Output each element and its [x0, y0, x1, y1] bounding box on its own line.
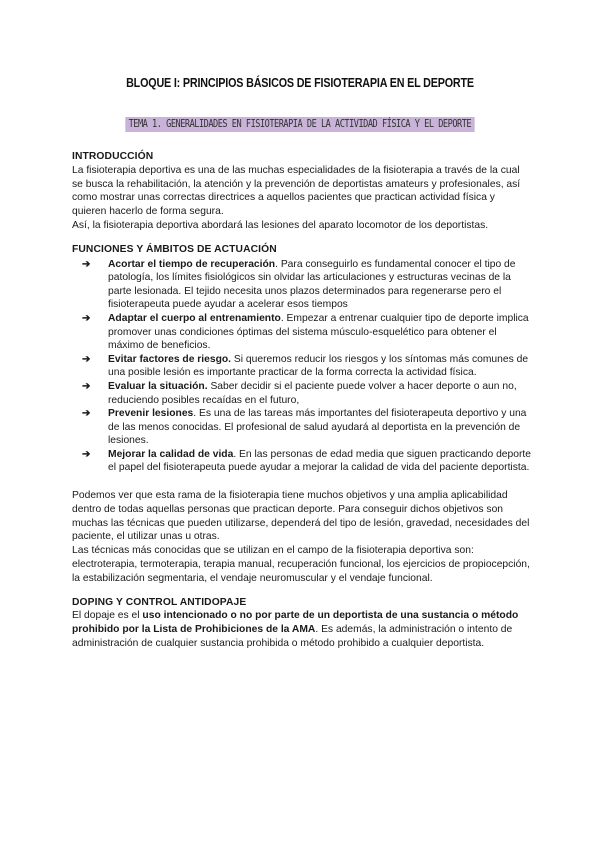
tema-title: TEMA 1. GENERALIDADES EN FISIOTERAPIA DE LA ACTIVIDAD FÍSICA Y EL DEPORTE	[125, 117, 474, 132]
list-item	[72, 258, 532, 312]
list-item	[72, 312, 532, 353]
arrow-icon: ➔	[82, 448, 91, 460]
arrow-icon: ➔	[82, 353, 91, 365]
item-text: . Para conseguirlo es fundamental conocer el tipo de patología, los límites fisiológicos sin olvidar las articulaciones y estructuras vecinas de la parte lesionada. El tejido necesita unos plazos determinados para regenerarse pero el fisioterapeuta puede ayudar a acelerar esos tiempos	[108, 258, 516, 311]
section-heading: FUNCIONES Y ÁMBITOS DE ACTUACIÓN	[72, 243, 277, 255]
item-text: . Empezar a entrenar cualquier tipo de deporte implica promover unas condiciones óptimas del sistema músculo-esquelético para obtener el máximo de beneficios.	[108, 312, 529, 352]
paragraph: La fisioterapia deportiva es una de las muchas especialidades de la fisioterapia a través de la cual se busca la rehabilitación, la atención y la prevención de deportistas amateurs y profesionales, así como mostrar unas correctas directrices a aquellos pacientes que practican actividad física y quieren hacerlo de forma segura.	[72, 164, 521, 218]
arrow-icon: ➔	[82, 380, 91, 392]
item-bold: Mejorar la calidad de vida	[108, 448, 234, 460]
item-text: Saber decidir si el paciente puede volver a hacer deporte o aun no, reduciendo posibles recaídas en el futuro,	[108, 380, 517, 406]
list-item	[72, 353, 532, 380]
paragraph	[72, 609, 532, 650]
paragraph: Podemos ver que esta rama de la fisioterapia tiene muchos objetivos y una amplia aplicabilidad dentro de todas aquellas personas que practican deporte. Para conseguir dichos objetivos son muchas las técnicas que pueden utilizarse, dependerá del tipo de lesión, gravedad, necesidades del paciente, el utilizar unas u otras.	[72, 490, 530, 543]
list-item	[72, 380, 532, 407]
paragraph: Así, la fisioterapia deportiva abordará las lesiones del aparato locomotor de los deportistas.	[72, 219, 489, 231]
functions-list	[72, 258, 532, 476]
block-title: BLOQUE I: PRINCIPIOS BÁSICOS DE FISIOTERAPIA EN EL DEPORTE	[126, 76, 474, 90]
section-heading: DOPING Y CONTROL ANTIDOPAJE	[72, 596, 247, 608]
paragraph: Las técnicas más conocidas que se utilizan en el campo de la fisioterapia deportiva son: electroterapia, termoterapia, terapia manual, recuperación funcional, los ejercicios de propiocepción, la estabilización segmentaria, el vendaje neuromuscular y el vendaje funcional.	[72, 545, 530, 584]
document-body	[72, 150, 532, 661]
item-bold: Acortar el tiempo de recuperación	[108, 258, 276, 270]
text-run: . Es además, la administración o intento de administración de cualquier sustancia prohibida o método prohibido a cualquier deportista.	[72, 624, 513, 650]
section-funciones	[72, 243, 532, 586]
item-text: . En las personas de edad media que siguen practicando deporte el papel del fisioterapeuta puede ayudar a mejorar la calidad de vida del paciente deportista.	[108, 448, 531, 474]
section-introduccion	[72, 150, 532, 233]
section-doping	[72, 596, 532, 651]
list-item	[72, 448, 532, 475]
item-bold: Prevenir lesiones	[108, 408, 194, 420]
arrow-icon: ➔	[82, 258, 91, 270]
item-text: . Es una de las tareas más importantes del fisioterapeuta deportivo y una de las menos conocidas. El profesional de salud ayudará al deportista en la prevención de lesiones.	[108, 408, 527, 447]
bold-definition: uso intencionado o no por parte de un deportista de una sustancia o método prohibido por la Lista de Prohibiciones de la AMA	[72, 610, 519, 636]
spacer	[72, 475, 532, 489]
item-text: Si queremos reducir los riesgos y los síntomas más comunes de una posible lesión es importante practicar de la forma correcta la actividad física.	[108, 353, 529, 379]
arrow-icon: ➔	[82, 408, 91, 420]
arrow-icon: ➔	[82, 312, 91, 324]
item-bold: Evitar factores de riesgo.	[108, 353, 232, 365]
section-heading: INTRODUCCIÓN	[72, 151, 154, 162]
item-bold: Adaptar el cuerpo al entrenamiento	[108, 312, 281, 324]
list-item	[72, 407, 532, 448]
text-run: El dopaje es el	[72, 610, 143, 622]
item-bold: Evaluar la situación.	[108, 380, 208, 392]
tema-title-wrap	[0, 114, 600, 132]
